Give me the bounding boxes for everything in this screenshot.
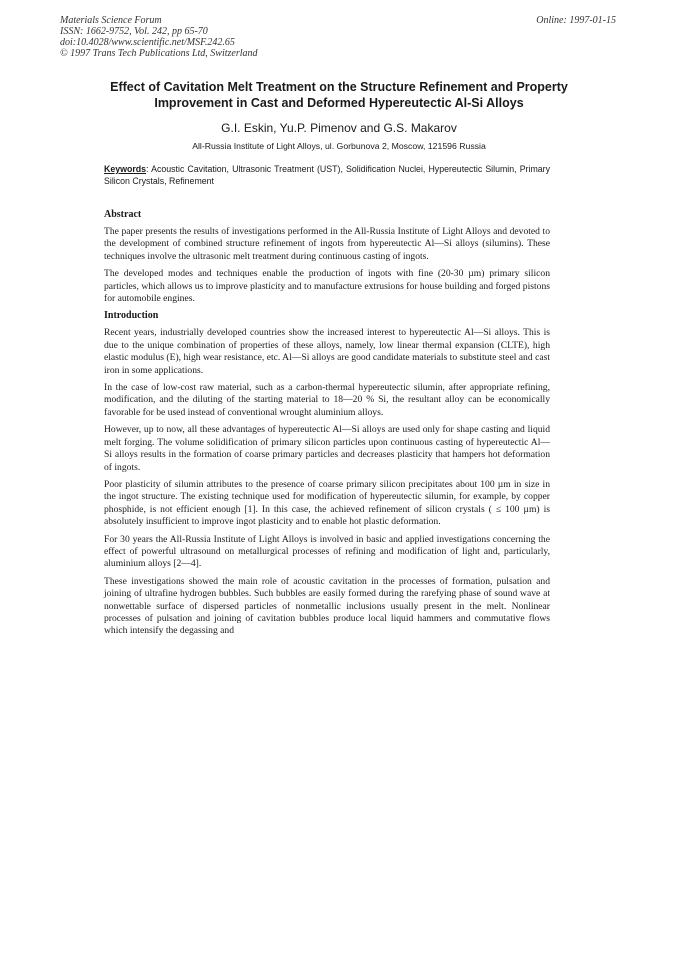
affiliation: All-Russia Institute of Light Alloys, ul. Gorbunova 2, Moscow, 121596 Russia	[192, 141, 486, 151]
abstract-paragraph: The paper presents the results of investigations performed in the All-Russia Institute of Light Alloys and devoted to the development of combined structure refinement of ingots from hypereutectic Al—Si alloys (silumins). These techniques involve the ultrasonic melt treatment during continuous casting of ingots.	[104, 226, 550, 262]
abstract-heading: Abstract	[104, 209, 142, 220]
keywords-label: Keywords	[104, 164, 147, 174]
abstract-paragraph: The developed modes and techniques enable the production of ingots with fine (20-30 µm) primary silicon particles, which allows us to improve plasticity and to manufacture extrusions for house building and forged pistons for automobile engines.	[104, 268, 550, 305]
journal-header	[60, 15, 258, 59]
paper-title: Effect of Cavitation Melt Treatment on the Structure Refinement and Property Improvement in Cast and Deformed Hypereutectic Al-Si Alloys	[110, 80, 568, 110]
issn-line: ISSN: 1662-9752, Vol. 242, pp 65-70	[60, 26, 208, 37]
intro-paragraph: For 30 years the All-Russia Institute of Light Alloys is involved in basic and applied investigations concerning the effect of powerful ultrasound on metallurgical processes of refining and modification of light and, particularly, aluminium alloys [2—4].	[104, 533, 550, 570]
copyright-line: © 1997 Trans Tech Publications Ltd, Switzerland	[60, 48, 258, 59]
doi-line: doi:10.4028/www.scientific.net/MSF.242.65	[60, 37, 235, 48]
intro-paragraph: In the case of low-cost raw material, such as a carbon-thermal hypereutectic silumin, after appropriate refining, modification, and the diluting of the starting material to 18—20 % Si, the resultant alloy can be economically favorable for be used instead of conventional wrought aluminium alloys.	[104, 382, 550, 418]
introduction-heading: Introduction	[104, 310, 159, 322]
keywords-block	[104, 163, 550, 187]
intro-paragraph: Recent years, industrially developed countries show the increased interest to hypereutectic Al—Si alloys. This is due to the unique combination of properties of these alloys, namely, low linear thermal expansion (CLTE), high elastic modulus (E), high wear resistance, etc. Al—Si alloys are good candidate materials to substitute steel and cast iron in some applications.	[104, 327, 550, 376]
paper-body	[104, 209, 550, 643]
journal-name: Materials Science Forum	[60, 15, 162, 26]
author-list: G.I. Eskin, Yu.P. Pimenov and G.S. Makarov	[221, 121, 457, 135]
online-date: Online: 1997-01-15	[536, 15, 616, 26]
keywords-text: : Acoustic Cavitation, Ultrasonic Treatment (UST), Solidification Nuclei, Hypereutectic Silumin, Primary Silicon Crystals, Refinement	[104, 164, 550, 186]
intro-paragraph: However, up to now, all these advantages of hypereutectic Al—Si alloys are used only for shape casting and liquid melt forging. The volume solidification of primary silicon particles upon continuous casting of hypereutectic Al—Si alloys results in the formation of coarse primary particles and decreases plasticity that hampers hot deformation of ingots.	[104, 424, 550, 473]
intro-paragraph: Poor plasticity of silumin attributes to the presence of coarse primary silicon precipitates about 100 µm in size in the ingot structure. The existing technique used for modification of hypereutectic silumin, for example, by copper phosphide, is not efficient enough [1]. In this case, the achieved refinement of silicon crystals ( ≤ 100 µm) is absolutely insufficient to improve ingot plasticity and to enable hot plastic deformation.	[104, 478, 550, 528]
intro-paragraph: These investigations showed the main role of acoustic cavitation in the processes of formation, pulsation and joining of ultrafine hydrogen bubbles. Such bubbles are easily formed during the rarefying phase of sound wave at nonwettable surface of dispersed particles of nonmetallic inclusions usually present in the melt. Nonlinear processes of pulsation and joining of cavitation bubbles produce local liquid hammers and commutative flows which intensify the degassing and	[104, 575, 550, 637]
